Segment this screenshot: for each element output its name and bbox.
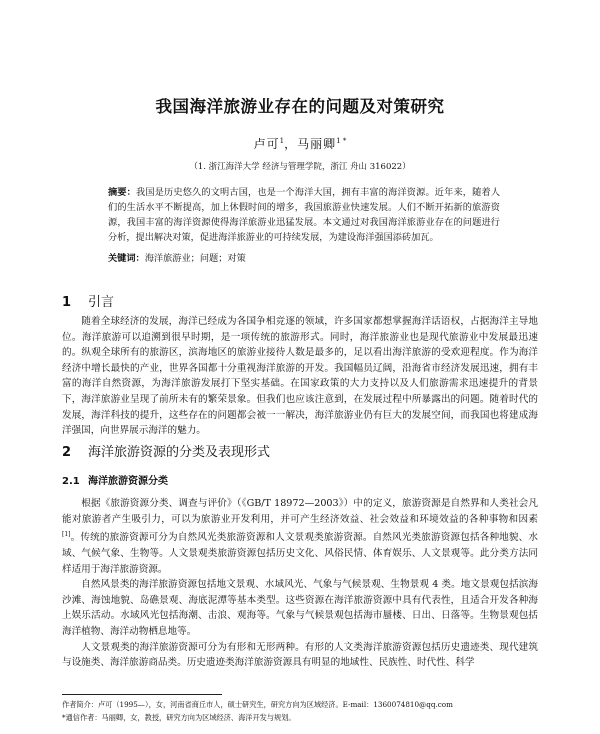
- affiliation: （1. 浙江海洋大学 经济与管理学院，浙江 舟山 316022）: [189, 162, 411, 172]
- section-heading: [62, 291, 114, 310]
- subsection-body: [62, 496, 538, 671]
- subsection-title: 海洋旅游资源分类: [88, 476, 168, 487]
- keywords-block: [108, 250, 500, 264]
- footnote-divider: [62, 694, 222, 695]
- citation-ref: [1]: [62, 531, 71, 539]
- section-heading: [62, 441, 270, 460]
- author-name: 马丽卿: [297, 137, 337, 151]
- paragraph: 人文景观类的海洋旅游资源可分为有形和无形两种。有形的人文类海洋旅游资源包括历史遗迹类、现代建筑与设施类、海洋旅游商品类。历史遗迹类海洋旅游资源具有明显的地域性、民族性、时代性、科学: [62, 641, 538, 669]
- abstract-text: 我国是历史悠久的文明古国，也是一个海洋大国，拥有丰富的海洋资源。近年来，随着人们的生活水平不断提高，加上休假时间的增多，我国旅游业快速发展。人们不断开拓新的旅游资源，我国丰富的海洋资源使得海洋旅游业迅猛发展。本文通过对我国海洋旅游业存在的问题进行分析，提出解决对策，促进海洋旅游业的可持续发展，为建设海洋强国添砖加瓦。: [108, 187, 501, 243]
- footnote: *通信作者：马丽卿，女，教授，研究方向为区域经济、海洋开发与规划。: [62, 713, 296, 722]
- footnote: 作者简介：卢可（1995—），女，河南省商丘市人，硕士研究生，研究方向为区域经济。E-mail：1360074810@qq.com: [62, 700, 453, 709]
- paragraph-text: 。传统的旅游资源可分为自然风光类旅游资源和人文景观类旅游资源。自然风光类旅游资源包括各种地貌、水域、气候气象、生物等。人文景观类旅游资源包括历史文化、风俗民情、体育娱乐、人文景观等。此分类方法同样适用于海洋旅游资源。: [62, 532, 538, 575]
- abstract-label: 摘要：: [108, 187, 137, 198]
- subsection-heading: [62, 472, 168, 487]
- author-separator: ，: [284, 137, 298, 151]
- paragraph: 随着全球经济的发展，海洋已经成为各国争相竞逐的领域，许多国家都想掌握海洋话语权，占据海洋主导地位。海洋旅游可以追溯到很早时期，是一项传统的旅游形式。同时，海洋旅游业也是现代旅游业中发展最迅速的。纵观全球所有的旅游区，滨海地区的旅游业接待人数是最多的，足以看出海洋旅游的受欢迎程度。作为海洋经济中增长最快的产业，世界各国都十分重视海洋旅游的开发。我国幅员辽阔，沿海省市经济发展迅速，拥有丰富的海洋自然资源，为海洋旅游发展打下坚实基础。在国家政策的大力支持以及人们旅游需求迅速提升的背景下，海洋旅游业呈现了前所未有的繁荣景象。但我们也应该注意到，在发展过程中所暴露出的问题。随着时代的发展，海洋科技的提升，这些存在的问题都会被一一解决，海洋旅游业仍有巨大的发展空间，而我国也将建成海洋强国，向世界展示海洋的魅力。: [62, 316, 538, 437]
- section-title: 海洋旅游资源的分类及表现形式: [88, 445, 271, 460]
- author-affil-mark: 1 *: [336, 137, 347, 145]
- author-name: 卢可: [253, 137, 280, 151]
- subsection-number: 2.1: [62, 476, 80, 487]
- section-number: 1: [62, 295, 72, 310]
- section-title: 引言: [88, 295, 115, 310]
- paragraph-text: 根据《旅游资源分类、调查与评价》（《GB/T 18972—2003》）中的定义，旅游资源是自然界和人类社会凡能对旅游者产生吸引力，可以为旅游业开发利用，并可产生经济效益、社会效益和环境效益的各种事物和因素: [62, 498, 538, 525]
- author-affil-mark: 1: [279, 137, 285, 145]
- paragraph: 自然风景类的海洋旅游资源包括地文景观、水域风光、气象与气候景观、生物景观 4 类。地文景观包括滨海沙滩、海蚀地貌、岛礁景观、海底泥潭等基本类型。这些资源在海洋旅游资源中具有代表性，且适合开发各种海上娱乐活动。水域风光包括海潮、击浪、观海等。气象与气候景观包括海市蜃楼、日出、日落等。生物景观包括海洋植物、海洋动物栖息地等。: [62, 579, 538, 637]
- keywords-text: 海洋旅游业；问题；对策: [144, 253, 246, 264]
- section-number: 2: [62, 445, 72, 460]
- author-line: [0, 135, 600, 152]
- keywords-label: 关键词：: [108, 253, 145, 264]
- section-body: [62, 314, 538, 439]
- paper-title: 我国海洋旅游业存在的问题及对策研究: [155, 97, 445, 116]
- paragraph: [62, 496, 538, 577]
- abstract-block: [108, 185, 500, 245]
